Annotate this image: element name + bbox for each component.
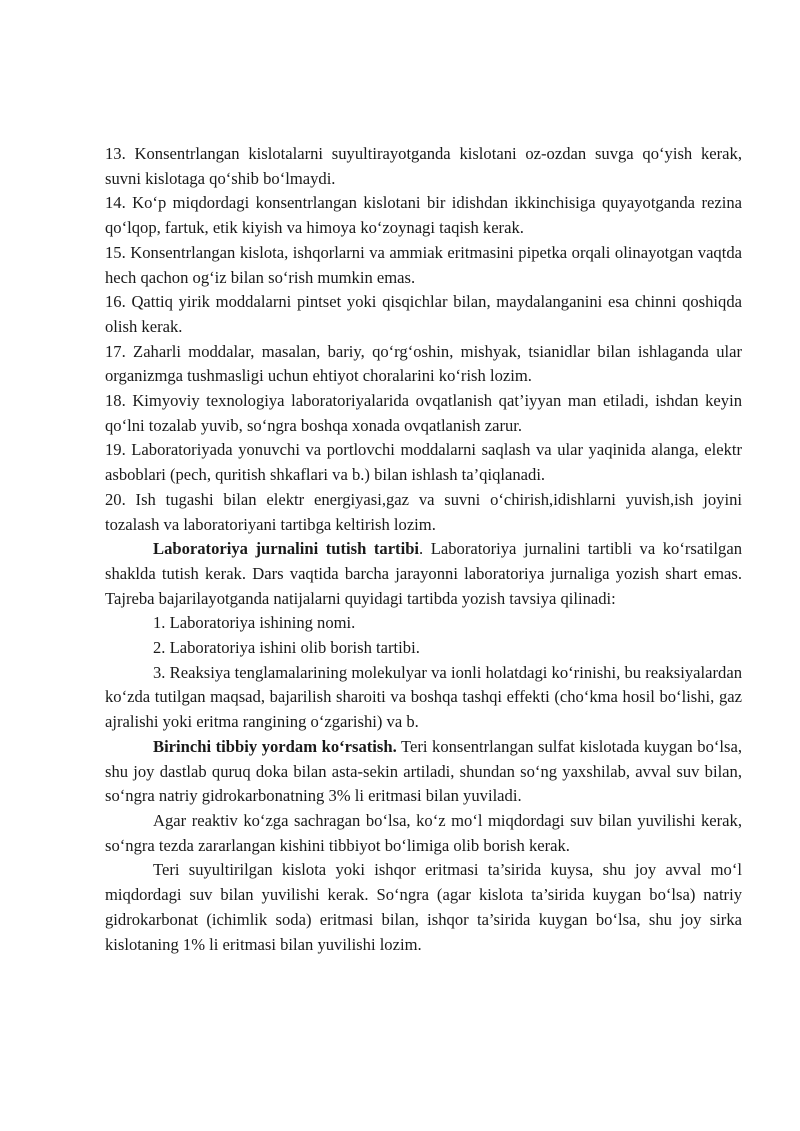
first-aid-skin-paragraph: Teri suyultirilgan kislota yoki ishqor eritmasi ta’sirida kuysa, shu joy avval mo‘l miqdordagi suv bilan yuvilishi kerak. So‘ngra (agar kislota ta’sirida kuygan bo‘lsa) natriy gidrokarbonat (ichimlik soda) eritmasi bilan, ishqor ta’sirida kuygan bo‘lsa, shu joy sirka kislotaning 1% li eritmasi bilan yuvilishi lozim. xyxy=(105,860,742,954)
journal-item-2: 2. Laboratoriya ishini olib borish tartibi. xyxy=(153,638,420,658)
journal-paragraph xyxy=(105,537,742,611)
first-aid-text: Teri konsentrlangan sulfat kislotada kuygan bo‘lsa, shu joy dastlab quruq doka bilan asta-sekin artiladi, shundan so‘ng yaxshilab, avval suv bilan, so‘ngra natriy gidrokarbonatning 3% li eritmasi bilan yuviladi. xyxy=(105,736,742,806)
first-aid-eye-paragraph: Agar reaktiv ko‘zga sachragan bo‘lsa, ko‘z mo‘l miqdordagi suv bilan yuvilishi kerak, so‘ngra tezda zararlangan kishini tibbiyot bo‘limiga olib borish kerak. xyxy=(105,810,742,855)
journal-item-1: 1. Laboratoriya ishining nomi. xyxy=(153,613,356,633)
rule-20: 20. Ish tugashi bilan elektr energiyasi,gaz va suvni o‘chirish,idishlarni yuvish,ish joyini tozalash va laboratoriyani tartibga keltirish lozim. xyxy=(105,489,742,534)
rule-17: 17. Zaharli moddalar, masalan, bariy, qo‘rg‘oshin, mishyak, tsianidlar bilan ishlaganda ular organizmga tushmasligi uchun ehtiyot choralarini ko‘rish lozim. xyxy=(105,341,742,386)
document-page xyxy=(105,142,742,957)
journal-text: . Laboratoriya jurnalini tartibli va ko‘rsatilgan shaklda tutish kerak. Dars vaqtida barcha jarayonni laboratoriya jurnaliga yozish shart emas. Tajreba bajarilayotganda natijalarni quyidagi tartibda yozish tavsiya qilinadi: xyxy=(105,539,742,608)
rule-18: 18. Kimyoviy texnologiya laboratoriyalarida ovqatlanish qat’iyyan man etiladi, ishdan keyin qo‘lni tozalab yuvib, so‘ngra boshqa xonada ovqatlanish zarur. xyxy=(105,391,742,435)
rule-15: 15. Konsentrlangan kislota, ishqorlarni va ammiak eritmasini pipetka orqali olinayotgan vaqtda hech qachon og‘iz bilan so‘rish mumkin emas. xyxy=(105,242,742,287)
first-aid-heading: Birinchi tibbiy yordam ko‘rsatish. xyxy=(153,736,397,756)
first-aid-paragraph xyxy=(105,735,742,809)
rule-19: 19. Laboratoriyada yonuvchi va portlovchi moddalarni saqlash va ular yaqinida alanga, elektr asboblari (pech, quritish shkaflari va b.) bilan ishlash ta’qiqlanadi. xyxy=(105,440,742,485)
journal-heading: Laboratoriya jurnalini tutish tartibi xyxy=(153,539,420,559)
rule-16: 16. Qattiq yirik moddalarni pintset yoki qisqichlar bilan, maydalanganini esa chinni qoshiqda olish kerak. xyxy=(105,292,742,336)
rule-14: 14. Ko‘p miqdordagi konsentrlangan kislotani bir idishdan ikkinchisiga quyayotganda rezina qo‘lqop, fartuk, etik kiyish va himoya ko‘zoynagi taqish kerak. xyxy=(105,193,742,238)
rule-13: 13. Konsentrlangan kislotalarni suyultirayotganda kislotani oz-ozdan suvga qo‘yish kerak, suvni kislotaga qo‘shib bo‘lmaydi. xyxy=(105,144,742,188)
journal-item-3: 3. Reaksiya tenglamalarining molekulyar va ionli holatdagi ko‘rinishi, bu reaksiyalardan ko‘zda tutilgan maqsad, bajarilish sharoiti va boshqa tashqi effekti (cho‘kma hosil bo‘lishi, gaz ajralishi yoki eritma rangining o‘zgarishi) va b. xyxy=(105,662,742,732)
